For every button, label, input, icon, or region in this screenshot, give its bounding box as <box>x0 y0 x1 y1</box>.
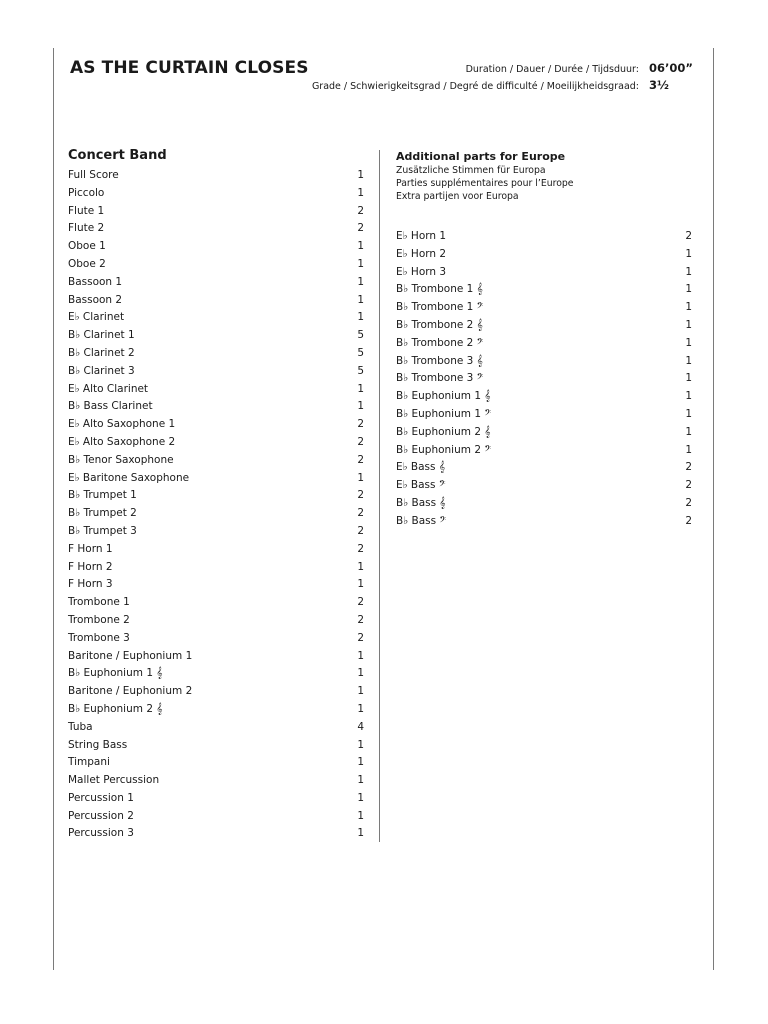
part-count: 1 <box>685 336 692 349</box>
part-row <box>68 808 364 826</box>
duration-value: 06’00” <box>649 61 693 75</box>
part-name: F Horn 1 <box>68 542 113 555</box>
part-name: Trombone 3 <box>68 631 130 644</box>
part-count: 1 <box>357 738 364 751</box>
part-row <box>68 737 364 755</box>
part-row <box>68 701 364 719</box>
part-row <box>68 612 364 630</box>
part-name: Flute 1 <box>68 204 105 217</box>
part-name: B♭ Euphonium 2 𝄞 <box>68 702 163 715</box>
part-count: 2 <box>357 542 364 555</box>
part-row <box>396 406 692 424</box>
part-count: 1 <box>357 756 364 769</box>
part-count: 1 <box>685 318 692 331</box>
part-row <box>396 317 692 335</box>
part-row <box>68 719 364 737</box>
part-row <box>68 274 364 292</box>
part-row <box>396 477 692 495</box>
part-row <box>68 327 364 345</box>
part-row <box>396 281 692 299</box>
part-row <box>68 416 364 434</box>
right-margin-rule <box>713 48 714 970</box>
part-count: 1 <box>357 257 364 270</box>
part-row <box>68 754 364 772</box>
part-count: 1 <box>685 425 692 438</box>
duration-line <box>465 61 693 75</box>
part-name: Percussion 1 <box>68 791 134 804</box>
concert-band-parts-list <box>68 167 364 843</box>
part-count: 1 <box>357 791 364 804</box>
part-name: B♭ Euphonium 2 𝄞 <box>396 425 491 438</box>
part-count: 1 <box>357 685 364 698</box>
part-count: 2 <box>357 631 364 644</box>
part-count: 2 <box>357 613 364 626</box>
part-row <box>68 594 364 612</box>
part-row <box>68 434 364 452</box>
part-count: 1 <box>357 169 364 181</box>
part-row <box>396 264 692 282</box>
part-row <box>396 513 692 531</box>
part-name: Trombone 2 <box>68 613 130 626</box>
part-row <box>396 370 692 388</box>
part-name: B♭ Euphonium 1 𝄢 <box>396 407 492 420</box>
part-name: Bassoon 1 <box>68 275 123 288</box>
part-name: Baritone / Euphonium 2 <box>68 685 193 698</box>
part-count: 1 <box>357 649 364 662</box>
part-name: B♭ Euphonium 1 𝄞 <box>68 667 163 680</box>
grade-value: 3½ <box>649 78 669 92</box>
part-row <box>68 309 364 327</box>
part-name: B♭ Trombone 1 𝄞 <box>396 283 483 296</box>
part-count: 1 <box>357 809 364 822</box>
part-name: E♭ Bass 𝄞 <box>396 461 446 474</box>
part-name: B♭ Bass Clarinet <box>68 400 153 413</box>
part-row <box>396 299 692 317</box>
part-name: B♭ Bass 𝄞 <box>396 496 446 509</box>
grade-line <box>312 78 685 92</box>
part-row <box>396 228 692 246</box>
europe-heading: Additional parts for Europe <box>396 150 566 163</box>
part-count: 2 <box>357 222 364 235</box>
part-name: B♭ Trombone 3 𝄞 <box>396 354 483 367</box>
part-count: 2 <box>357 204 364 217</box>
part-name: F Horn 2 <box>68 560 113 573</box>
part-name: Oboe 2 <box>68 257 106 270</box>
part-row <box>68 790 364 808</box>
part-name: Bassoon 2 <box>68 293 123 306</box>
part-count: 1 <box>357 827 364 840</box>
part-row <box>68 523 364 541</box>
part-row <box>68 167 364 185</box>
part-row <box>68 256 364 274</box>
part-name: Timpani <box>68 756 110 769</box>
part-name: B♭ Clarinet 2 <box>68 346 135 359</box>
part-count: 1 <box>357 311 364 324</box>
part-name: E♭ Clarinet <box>68 311 125 324</box>
part-row <box>396 424 692 442</box>
part-name: E♭ Alto Saxophone 1 <box>68 418 176 431</box>
part-row <box>68 505 364 523</box>
part-name: Mallet Percussion <box>68 774 160 787</box>
part-count: 1 <box>357 774 364 787</box>
part-name: B♭ Trombone 1 𝄢 <box>396 301 484 314</box>
part-name: E♭ Baritone Saxophone <box>68 471 190 484</box>
part-count: 1 <box>685 247 692 260</box>
part-row <box>68 381 364 399</box>
europe-parts-list <box>396 228 692 531</box>
part-name: B♭ Trumpet 3 <box>68 524 137 537</box>
part-count: 1 <box>357 382 364 395</box>
europe-subheading-fr: Parties supplémentaires pour l’Europe <box>396 178 574 189</box>
part-row <box>68 541 364 559</box>
part-count: 4 <box>357 720 364 733</box>
part-name: Percussion 3 <box>68 827 134 840</box>
part-name: B♭ Trombone 2 𝄞 <box>396 318 483 331</box>
column-divider <box>379 150 380 842</box>
part-count: 5 <box>357 346 364 359</box>
part-name: B♭ Trombone 2 𝄢 <box>396 336 484 349</box>
concert-band-section <box>68 147 364 843</box>
part-row <box>68 772 364 790</box>
part-row <box>68 363 364 381</box>
part-row <box>68 559 364 577</box>
part-row <box>396 246 692 264</box>
part-name: Percussion 2 <box>68 809 134 822</box>
part-row <box>68 292 364 310</box>
part-count: 1 <box>357 275 364 288</box>
part-row <box>396 335 692 353</box>
part-count: 5 <box>357 329 364 342</box>
part-count: 1 <box>685 390 692 403</box>
part-count: 1 <box>685 372 692 385</box>
part-count: 2 <box>357 524 364 537</box>
part-name: Oboe 1 <box>68 240 106 253</box>
part-name: B♭ Trumpet 1 <box>68 489 137 502</box>
part-name: String Bass <box>68 738 128 751</box>
part-row <box>68 220 364 238</box>
part-count: 2 <box>357 435 364 448</box>
part-count: 2 <box>357 418 364 431</box>
part-name: B♭ Clarinet 3 <box>68 364 135 377</box>
part-row <box>396 388 692 406</box>
part-count: 2 <box>357 453 364 466</box>
part-name: Baritone / Euphonium 1 <box>68 649 193 662</box>
part-count: 1 <box>357 702 364 715</box>
duration-label: Duration / Dauer / Durée / Tijdsduur: <box>465 64 639 75</box>
part-count: 2 <box>685 479 692 492</box>
part-name: B♭ Euphonium 1 𝄞 <box>396 390 491 403</box>
part-count: 1 <box>685 407 692 420</box>
part-row <box>68 825 364 843</box>
part-name: B♭ Bass 𝄢 <box>396 514 447 527</box>
concert-band-heading: Concert Band <box>68 148 167 163</box>
part-row <box>68 665 364 683</box>
part-row <box>396 459 692 477</box>
part-name: B♭ Trombone 3 𝄢 <box>396 372 484 385</box>
part-name: E♭ Alto Clarinet <box>68 382 149 395</box>
grade-label: Grade / Schwierigkeitsgrad / Degré de difficulté / Moeilijkheidsgraad: <box>311 81 639 92</box>
part-name: B♭ Euphonium 2 𝄢 <box>396 443 492 456</box>
part-row <box>68 648 364 666</box>
europe-subheading-nl: Extra partijen voor Europa <box>396 191 519 202</box>
part-row <box>68 470 364 488</box>
part-row <box>68 630 364 648</box>
part-name: Piccolo <box>68 186 105 199</box>
part-row <box>68 185 364 203</box>
part-row <box>68 203 364 221</box>
part-count: 2 <box>357 596 364 609</box>
part-name: Full Score <box>68 169 119 181</box>
part-count: 1 <box>685 265 692 278</box>
part-count: 1 <box>357 471 364 484</box>
piece-title: AS THE CURTAIN CLOSES <box>70 58 309 78</box>
part-name: E♭ Horn 3 <box>396 265 447 278</box>
part-row <box>396 442 692 460</box>
part-count: 1 <box>357 667 364 680</box>
part-row <box>68 576 364 594</box>
part-count: 1 <box>685 354 692 367</box>
part-name: B♭ Tenor Saxophone <box>68 453 174 466</box>
part-count: 1 <box>357 400 364 413</box>
part-row <box>68 487 364 505</box>
part-row <box>396 353 692 371</box>
part-count: 5 <box>357 364 364 377</box>
europe-subheading-de: Zusätzliche Stimmen für Europa <box>396 165 546 176</box>
part-name: E♭ Horn 2 <box>396 247 447 260</box>
part-row <box>68 398 364 416</box>
part-row <box>68 238 364 256</box>
part-count: 2 <box>685 461 692 474</box>
part-row <box>68 452 364 470</box>
part-name: B♭ Trumpet 2 <box>68 507 137 520</box>
part-count: 2 <box>685 230 692 242</box>
part-count: 1 <box>357 293 364 306</box>
part-count: 2 <box>357 489 364 502</box>
europe-section <box>396 150 692 531</box>
left-margin-rule <box>53 48 54 970</box>
part-row <box>396 495 692 513</box>
part-count: 1 <box>357 186 364 199</box>
part-count: 1 <box>685 443 692 456</box>
part-name: Flute 2 <box>68 222 105 235</box>
part-count: 1 <box>357 560 364 573</box>
part-name: E♭ Bass 𝄢 <box>396 479 446 492</box>
part-name: Trombone 1 <box>68 596 130 609</box>
part-row <box>68 345 364 363</box>
part-count: 1 <box>685 301 692 314</box>
part-name: Tuba <box>68 720 93 733</box>
part-name: F Horn 3 <box>68 578 113 591</box>
part-name: E♭ Horn 1 <box>396 230 447 242</box>
part-name: B♭ Clarinet 1 <box>68 329 135 342</box>
part-count: 1 <box>685 283 692 296</box>
part-count: 2 <box>685 496 692 509</box>
part-count: 2 <box>357 507 364 520</box>
part-row <box>68 683 364 701</box>
part-name: E♭ Alto Saxophone 2 <box>68 435 176 448</box>
part-count: 1 <box>357 578 364 591</box>
part-count: 2 <box>685 514 692 527</box>
part-count: 1 <box>357 240 364 253</box>
